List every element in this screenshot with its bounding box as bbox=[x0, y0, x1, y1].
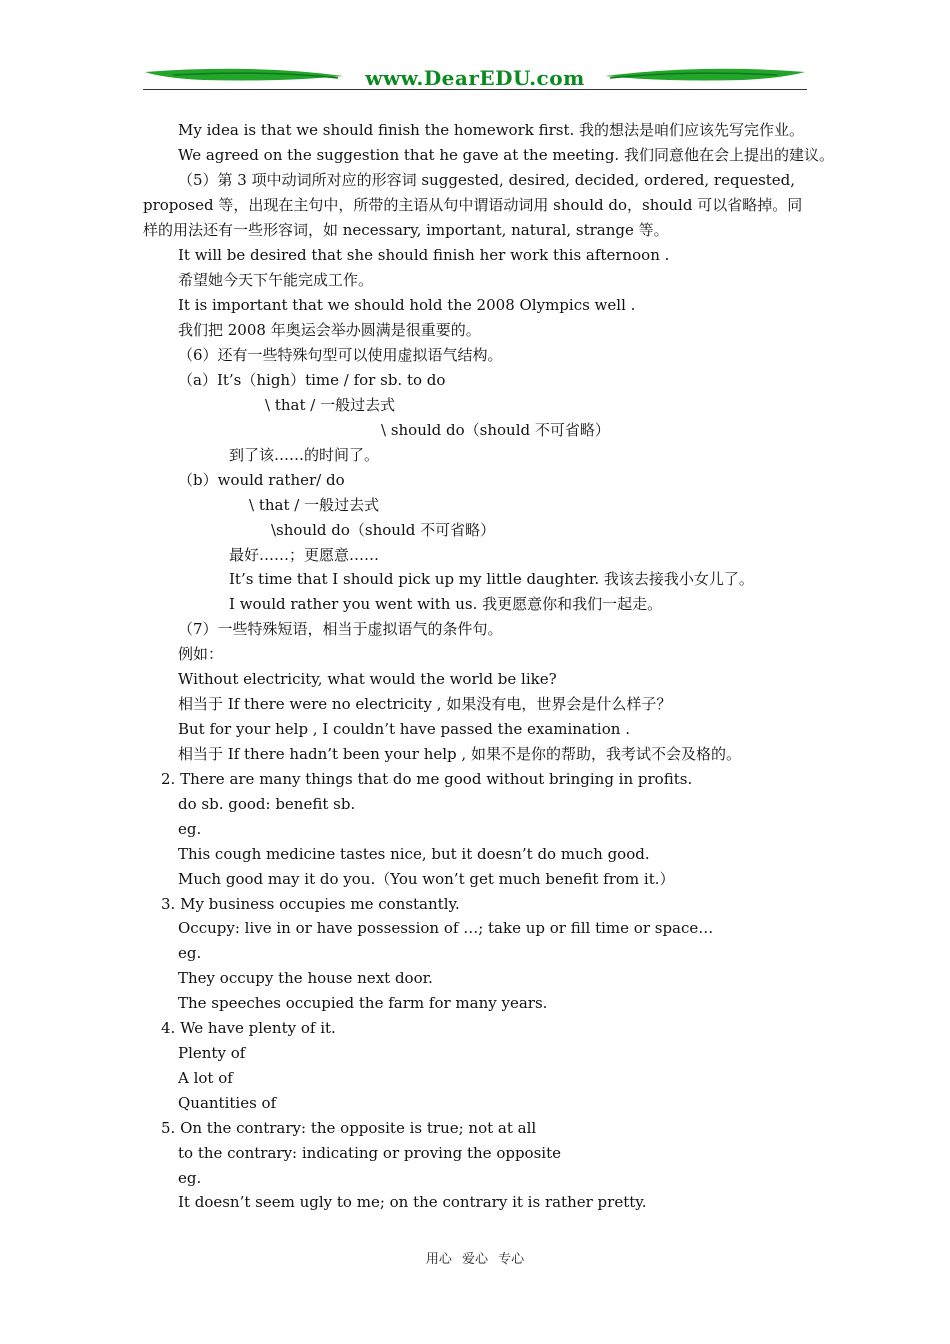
text-line: （7）一些特殊短语，相当于虚拟语气的条件句。 bbox=[178, 620, 503, 638]
page-header bbox=[143, 62, 807, 92]
text-line: eg. bbox=[178, 1169, 202, 1187]
list-item: 2. There are many things that do me good without bringing in profits. bbox=[161, 770, 693, 788]
list-item: 3. My business occupies me constantly. bbox=[161, 895, 460, 913]
list-item: 4. We have plenty of it. bbox=[161, 1019, 336, 1037]
text-line: Plenty of bbox=[178, 1044, 246, 1062]
text-line: We agreed on the suggestion that he gave at the meeting. 我们同意他在会上提出的建议。 bbox=[178, 146, 834, 164]
text-line: The speeches occupied the farm for many years. bbox=[178, 994, 548, 1012]
text-line: 到了该……的时间了。 bbox=[229, 446, 380, 464]
text-line: They occupy the house next door. bbox=[178, 969, 433, 987]
text-line: （5）第 3 项中动词所对应的形容词 suggested, desired, decided, ordered, requested, bbox=[178, 171, 796, 189]
text-line: It will be desired that she should finish her work this afternoon . bbox=[178, 246, 670, 264]
text-line: eg. bbox=[178, 944, 202, 962]
site-logo-text[interactable]: www.DearEDU.com bbox=[365, 66, 585, 90]
text-line: But for your help , I couldn’t have passed the examination . bbox=[178, 720, 630, 738]
text-line: Without electricity, what would the world be like? bbox=[178, 670, 557, 688]
text-line: （6）还有一些特殊句型可以使用虚拟语气结构。 bbox=[178, 346, 503, 364]
text-line: 希望她今天下午能完成工作。 bbox=[178, 271, 374, 289]
list-item: 5. On the contrary: the opposite is true; not at all bbox=[161, 1119, 537, 1137]
text-line: （b）would rather/ do bbox=[178, 471, 345, 489]
text-line: Much good may it do you.（You won’t get much benefit from it.） bbox=[178, 870, 675, 888]
text-line: proposed 等，出现在主句中，所带的主语从句中谓语动词用 should do，should 可以省略掉。同 bbox=[143, 196, 803, 214]
text-line: 我们把 2008 年奥运会举办圆满是很重要的。 bbox=[178, 321, 481, 339]
text-line: do sb. good: benefit sb. bbox=[178, 795, 356, 813]
text-line: It is important that we should hold the 2008 Olympics well . bbox=[178, 296, 636, 314]
text-line: to the contrary: indicating or proving the opposite bbox=[178, 1144, 561, 1162]
text-line: \ that / 一般过去式 bbox=[265, 396, 396, 414]
text-line: \ that / 一般过去式 bbox=[249, 496, 380, 514]
text-line: 最好……；更愿意…… bbox=[229, 546, 380, 564]
text-line: I would rather you went with us. 我更愿意你和我们一起走。 bbox=[229, 595, 663, 613]
text-line: （a）It’s（high）time / for sb. to do bbox=[178, 371, 446, 389]
text-line: 相当于 If there hadn’t been your help , 如果不是你的帮助，我考试不会及格的。 bbox=[178, 745, 741, 763]
text-line: 例如： bbox=[178, 645, 224, 663]
text-line: This cough medicine tastes nice, but it doesn’t do much good. bbox=[178, 845, 650, 863]
text-line: My idea is that we should finish the homework first. 我的想法是咱们应该先写完作业。 bbox=[178, 121, 805, 139]
text-line: Quantities of bbox=[178, 1094, 277, 1112]
text-line: 相当于 If there were no electricity , 如果没有电，世界会是什么样子？ bbox=[178, 695, 672, 713]
text-line: A lot of bbox=[178, 1069, 233, 1087]
page-footer: 用心 爱心 专心 bbox=[425, 1252, 525, 1267]
text-line: Occupy: live in or have possession of …; take up or fill time or space… bbox=[178, 919, 714, 937]
text-line: It’s time that I should pick up my little daughter. 我该去接我小女儿了。 bbox=[229, 570, 754, 588]
text-line: It doesn’t seem ugly to me; on the contrary it is rather pretty. bbox=[178, 1193, 647, 1211]
text-line: \should do（should 不可省略） bbox=[271, 521, 496, 539]
text-line: 样的用法还有一些形容词，如 necessary, important, natural, strange 等。 bbox=[143, 221, 669, 239]
header-rule bbox=[143, 89, 807, 90]
text-line: \ should do（should 不可省略） bbox=[381, 421, 610, 439]
text-line: eg. bbox=[178, 820, 202, 838]
